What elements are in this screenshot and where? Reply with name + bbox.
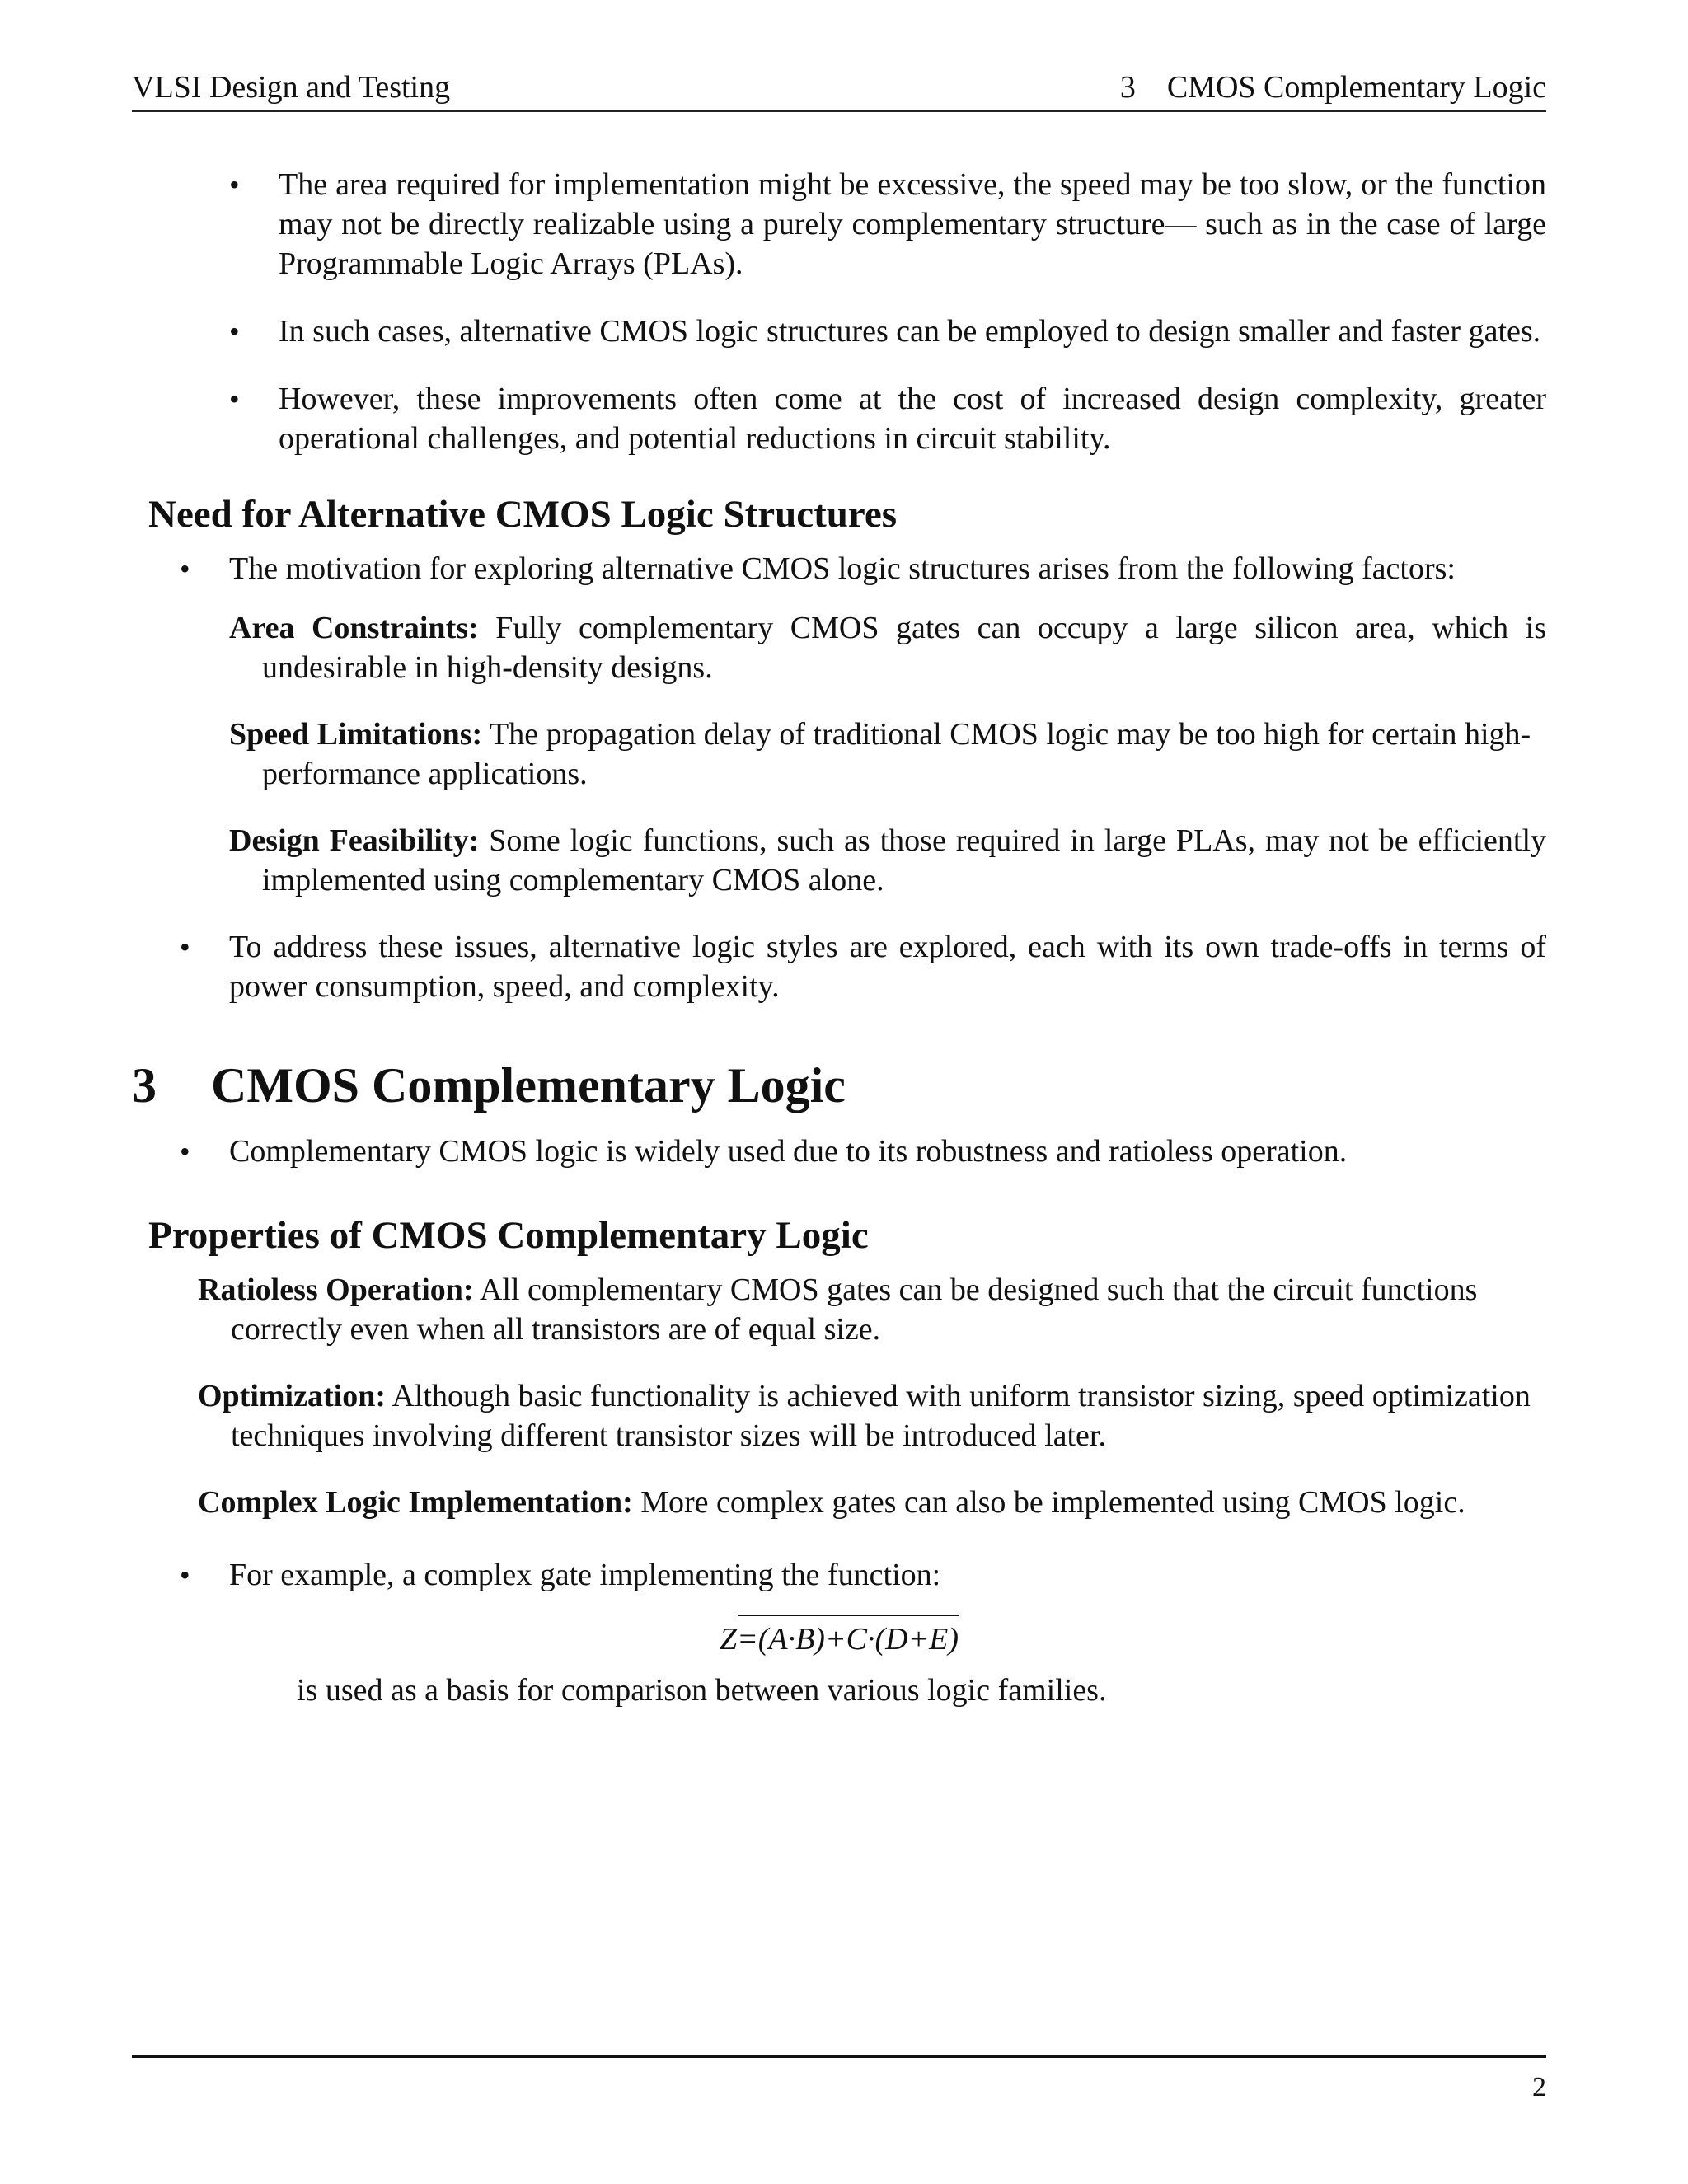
chapter-title: CMOS Complementary Logic: [211, 1058, 846, 1113]
section-heading-properties: Properties of CMOS Complementary Logic: [148, 1214, 869, 1257]
list-item: • Complementary CMOS logic is widely used due to its robustness and ratioless operation.: [229, 1132, 1546, 1171]
factor-area-constraints: [229, 608, 1546, 687]
property-term: Ratioless Operation:: [198, 1272, 474, 1307]
factor-text: The propagation delay of traditional CMOS logic may be too high for certain high-performance applications.: [262, 717, 1531, 791]
page-number: 2: [1532, 2072, 1546, 2102]
formula-lhs: Z=: [719, 1622, 758, 1657]
example-bullet-list: [132, 1555, 1546, 1595]
header-chapter: [1120, 64, 1546, 110]
boolean-formula: [720, 1615, 959, 1659]
factor-term: Design Feasibility:: [229, 823, 480, 858]
list-item: • In such cases, alternative CMOS logic structures can be employed to design smaller and faster gates.: [279, 312, 1546, 351]
page-content: [132, 165, 1546, 1710]
property-text: More complex gates can also be implemented using CMOS logic.: [640, 1485, 1465, 1520]
intro-bullet-list: [132, 165, 1546, 458]
factor-term: Speed Limitations:: [229, 717, 483, 752]
factor-text: Some logic functions, such as those required in large PLAs, may not be efficiently implemented using complementary CMOS alone.: [262, 823, 1547, 898]
need-bullet-list-2: [132, 927, 1546, 1006]
chapter-number: 3: [132, 1058, 157, 1113]
property-term: Complex Logic Implementation:: [198, 1485, 633, 1520]
factor-design-feasibility: [229, 821, 1546, 900]
formula-rhs: (A·B)+C·(D+E): [757, 1622, 959, 1657]
formula-explanation: is used as a basis for comparison between various logic families.: [297, 1673, 1107, 1708]
formula-block: [132, 1615, 1546, 1659]
list-item: • The motivation for exploring alternative CMOS logic structures arises from the following factors:: [229, 549, 1589, 588]
list-item: • However, these improvements often come at the cost of increased design complexity, greater operational challenges, and potential reductions in circuit stability.: [279, 379, 1546, 458]
header-chapter-number: 3: [1119, 70, 1136, 105]
need-bullet-list: [132, 549, 1546, 588]
header-book-title: VLSI Design and Testing: [132, 70, 451, 105]
factor-text: Fully complementary CMOS gates can occupy a large silicon area, which is undesirable in high-density designs.: [262, 611, 1546, 685]
chapter-bullet-list: [132, 1132, 1546, 1171]
property-text: All complementary CMOS gates can be designed such that the circuit functions correctly even when all transistors are of equal size.: [231, 1272, 1478, 1347]
overline: [738, 1615, 959, 1616]
property-complex-logic: [198, 1483, 1546, 1522]
chapter-heading: [132, 1052, 1546, 1118]
list-item: • To address these issues, alternative logic styles are explored, each with its own trade-offs in terms of power consumption, speed, and complexity.: [229, 927, 1546, 1006]
section-heading-need: Need for Alternative CMOS Logic Structures: [148, 493, 898, 536]
page-header: [132, 64, 1546, 112]
property-text: Although basic functionality is achieved with uniform transistor sizing, speed optimization techniques involving different transistor sizes will be introduced later.: [231, 1379, 1531, 1453]
factor-term: Area Constraints:: [229, 611, 479, 645]
property-optimization: [198, 1376, 1546, 1455]
footer-divider: [132, 2055, 1546, 2058]
property-ratioless-operation: [198, 1270, 1546, 1349]
list-item: • The area required for implementation might be excessive, the speed may be too slow, or the function may not be directly realizable using a purely complementary structure— such as in the case of large Programmable Logic Arrays (PLAs).: [279, 165, 1546, 284]
list-item: • For example, a complex gate implementing the function:: [229, 1555, 1546, 1595]
property-term: Optimization:: [198, 1379, 386, 1413]
factor-speed-limitations: [229, 715, 1546, 794]
header-chapter-title: CMOS Complementary Logic: [1166, 70, 1546, 105]
